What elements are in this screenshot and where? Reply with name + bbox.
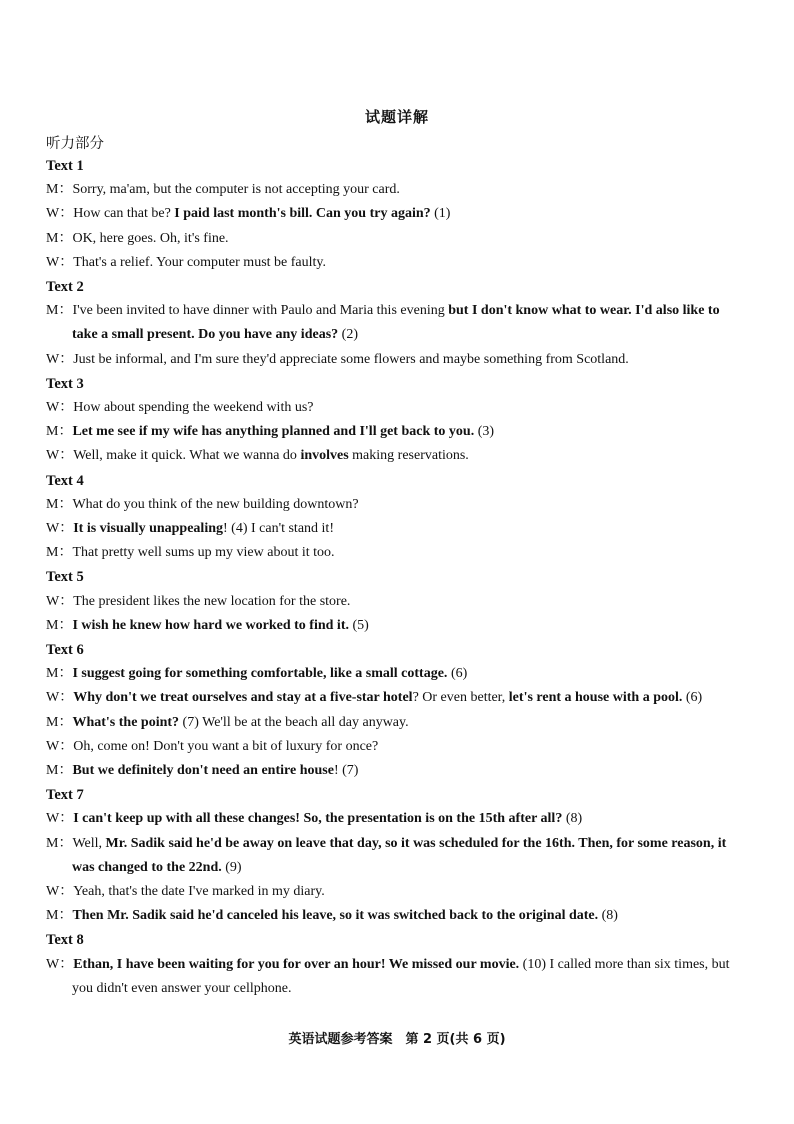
dialogue-text: ! (4) I can't stand it! xyxy=(223,520,334,536)
speaker-label: W xyxy=(46,956,60,972)
speaker-label: M xyxy=(46,230,59,246)
text-heading: Text 2 xyxy=(46,279,84,295)
dialogue-line: W：The president likes the new location for the store. xyxy=(46,593,351,609)
answer-evidence-text: Ethan, I have been waiting for you for over an hour! We missed our movie. xyxy=(73,956,520,972)
answer-evidence-text: What's the point? xyxy=(72,714,180,730)
answer-evidence-text: It is visually unappealing xyxy=(73,520,223,536)
dialogue-text: OK, here goes. Oh, it's fine. xyxy=(72,230,229,246)
speaker-label: W xyxy=(46,883,60,899)
dialogue-line: M：What's the point? (7) We'll be at the beach all day anyway. xyxy=(46,714,409,730)
text-heading: Text 6 xyxy=(46,641,84,658)
speaker-label: W xyxy=(46,690,60,706)
speaker-label: M xyxy=(46,545,59,561)
answer-evidence-text: Then Mr. Sadik said he'd canceled his leave, so it was switched back to the original date. xyxy=(72,908,599,924)
dialogue-text: (8) xyxy=(598,908,618,924)
speaker-label: M xyxy=(46,303,59,319)
dialogue-text: (2) xyxy=(338,327,358,343)
dialogue-text: Well, xyxy=(72,835,106,851)
dialogue-text: Just be informal, and I'm sure they'd appreciate some flowers and maybe something from Scotland. xyxy=(73,351,629,367)
answer-evidence-text: involves xyxy=(300,448,349,464)
dialogue-text: (6) xyxy=(682,690,703,706)
dialogue-line: W：Just be informal, and I'm sure they'd appreciate some flowers and maybe something from Scotland. xyxy=(46,351,629,367)
speaker-label: M xyxy=(46,666,59,682)
text-heading: Text 4 xyxy=(46,472,84,489)
dialogue-text: (7) We'll be at the beach all day anyway. xyxy=(179,714,409,730)
dialogue-line: W：That's a relief. Your computer must be faulty. xyxy=(46,254,326,270)
dialogue-text: Oh, come on! Don't you want a bit of luxury for once? xyxy=(73,738,379,754)
answer-evidence-text: I suggest going for something comfortable, like a small cottage. xyxy=(72,666,448,682)
speaker-label: W xyxy=(46,593,60,609)
dialogue-line: M：I wish he knew how hard we worked to find it. (5) xyxy=(46,617,369,633)
answer-evidence-text: let's rent a house with a pool. xyxy=(508,690,683,706)
speaker-label: W xyxy=(46,448,60,464)
answer-evidence-text: But we definitely don't need an entire house xyxy=(72,762,334,778)
dialogue-text: making reservations. xyxy=(348,448,469,464)
dialogue-line: M：Then Mr. Sadik said he'd canceled his leave, so it was switched back to the original date. (8) xyxy=(46,908,618,924)
speaker-label: M xyxy=(46,762,59,778)
dialogue-line: W：Yeah, that's the date I've marked in my diary. xyxy=(46,883,325,899)
dialogue-text: (8) xyxy=(562,811,583,827)
speaker-label: M xyxy=(46,714,59,730)
speaker-label: M xyxy=(46,908,59,924)
speaker-label: M xyxy=(46,835,59,851)
dialogue-line: M：But we definitely don't need an entire house! (7) xyxy=(46,762,359,778)
dialogue-transcripts xyxy=(46,154,748,1001)
dialogue-line: W：It is visually unappealing! (4) I can't stand it! xyxy=(46,520,334,536)
text-heading: Text 8 xyxy=(46,932,84,949)
answer-evidence-text: but I don't know what to wear. I'd also like to take a small present. Do you have any ideas? xyxy=(72,303,720,343)
answer-evidence-text: Let me see if my wife has anything planned and I'll get back to you. xyxy=(72,424,475,440)
dialogue-text: Well, make it quick. What we wanna do xyxy=(73,448,301,464)
dialogue-text: Sorry, ma'am, but the computer is not accepting your card. xyxy=(72,182,400,198)
dialogue-text: (6) xyxy=(447,666,468,682)
dialogue-text: I've been invited to have dinner with Paulo and Maria this evening xyxy=(72,303,449,319)
dialogue-line: M：That pretty well sums up my view about it too. xyxy=(46,545,335,561)
text-heading: Text 1 xyxy=(46,158,84,174)
dialogue-text: What do you think of the new building downtown? xyxy=(72,496,359,512)
dialogue-line: W：Well, make it quick. What we wanna do involves making reservations. xyxy=(46,448,469,464)
answer-evidence-text: I wish he knew how hard we worked to find it. xyxy=(72,617,349,633)
dialogue-line: W：I can't keep up with all these changes! So, the presentation is on the 15th after all? (8) xyxy=(46,811,583,827)
speaker-label: M xyxy=(46,182,59,198)
answer-evidence-text: I can't keep up with all these changes! So, the presentation is on the 15th after all? xyxy=(73,811,563,827)
dialogue-line: W：Ethan, I have been waiting for you for over an hour! We missed our movie. (10) I called more than six times, but you didn't even answer your cellphone. xyxy=(46,956,730,996)
dialogue-line: M：I've been invited to have dinner with Paulo and Maria this evening but I don't know what to wear. I'd also like to take a small present. Do you have any ideas? (2) xyxy=(46,303,720,343)
dialogue-text: The president likes the new location for the store. xyxy=(73,593,351,609)
dialogue-line: W：Why don't we treat ourselves and stay at a five-star hotel? Or even better, let's rent a house with a pool. (6) xyxy=(46,690,703,706)
dialogue-text: ? Or even better, xyxy=(412,690,509,706)
dialogue-line: M：Well, Mr. Sadik said he'd be away on leave that day, so it was scheduled for the 16th. Then, for some reason, it was changed to the 22nd. (9) xyxy=(46,835,727,875)
page-footer: 英语试题参考答案 第 2 页(共 6 页) xyxy=(288,1032,506,1047)
dialogue-line: M：OK, here goes. Oh, it's fine. xyxy=(46,230,229,246)
speaker-label: W xyxy=(46,520,60,536)
speaker-label: W xyxy=(46,351,60,367)
text-heading: Text 7 xyxy=(46,787,84,804)
dialogue-text: (5) xyxy=(349,617,369,633)
text-heading: Text 3 xyxy=(46,375,84,392)
dialogue-line: W：How about spending the weekend with us? xyxy=(46,399,314,415)
dialogue-text: (10) I called more than six times, but you didn't even answer your cellphone. xyxy=(72,956,730,996)
speaker-label: W xyxy=(46,254,60,270)
dialogue-text: How can that be? xyxy=(73,206,175,222)
speaker-label: M xyxy=(46,617,59,633)
dialogue-text: ! (7) xyxy=(333,762,359,778)
speaker-label: M xyxy=(46,496,59,512)
speaker-label: M xyxy=(46,424,59,440)
dialogue-text: That pretty well sums up my view about it too. xyxy=(72,545,335,561)
speaker-label: W xyxy=(46,738,60,754)
speaker-label: W xyxy=(46,399,60,415)
dialogue-text: That's a relief. Your computer must be faulty. xyxy=(73,254,326,270)
text-heading: Text 5 xyxy=(46,569,84,586)
answer-evidence-text: I paid last month's bill. Can you try again? xyxy=(174,206,431,222)
answer-evidence-text: Mr. Sadik said he'd be away on leave that day, so it was scheduled for the 16th. Then, for some reason, it was changed to the 22nd. xyxy=(72,835,727,875)
dialogue-text: (3) xyxy=(474,424,495,440)
section-heading-listening: 听力部分 xyxy=(46,136,104,152)
speaker-label: W xyxy=(46,811,60,827)
dialogue-line: W：How can that be? I paid last month's bill. Can you try again? (1) xyxy=(46,206,451,222)
dialogue-line: M：I suggest going for something comfortable, like a small cottage. (6) xyxy=(46,666,468,682)
answer-evidence-text: Why don't we treat ourselves and stay at a five-star hotel xyxy=(73,690,413,706)
dialogue-text: How about spending the weekend with us? xyxy=(73,399,314,415)
dialogue-text: (1) xyxy=(430,206,451,222)
dialogue-line: M：What do you think of the new building downtown? xyxy=(46,496,359,512)
dialogue-line: M：Let me see if my wife has anything planned and I'll get back to you. (3) xyxy=(46,424,495,440)
page-title: 试题详解 xyxy=(364,108,429,126)
dialogue-text: (9) xyxy=(221,859,242,875)
dialogue-line: W：Oh, come on! Don't you want a bit of luxury for once? xyxy=(46,738,379,754)
dialogue-text: Yeah, that's the date I've marked in my diary. xyxy=(73,883,325,899)
dialogue-line: M：Sorry, ma'am, but the computer is not accepting your card. xyxy=(46,182,400,198)
speaker-label: W xyxy=(46,206,60,222)
